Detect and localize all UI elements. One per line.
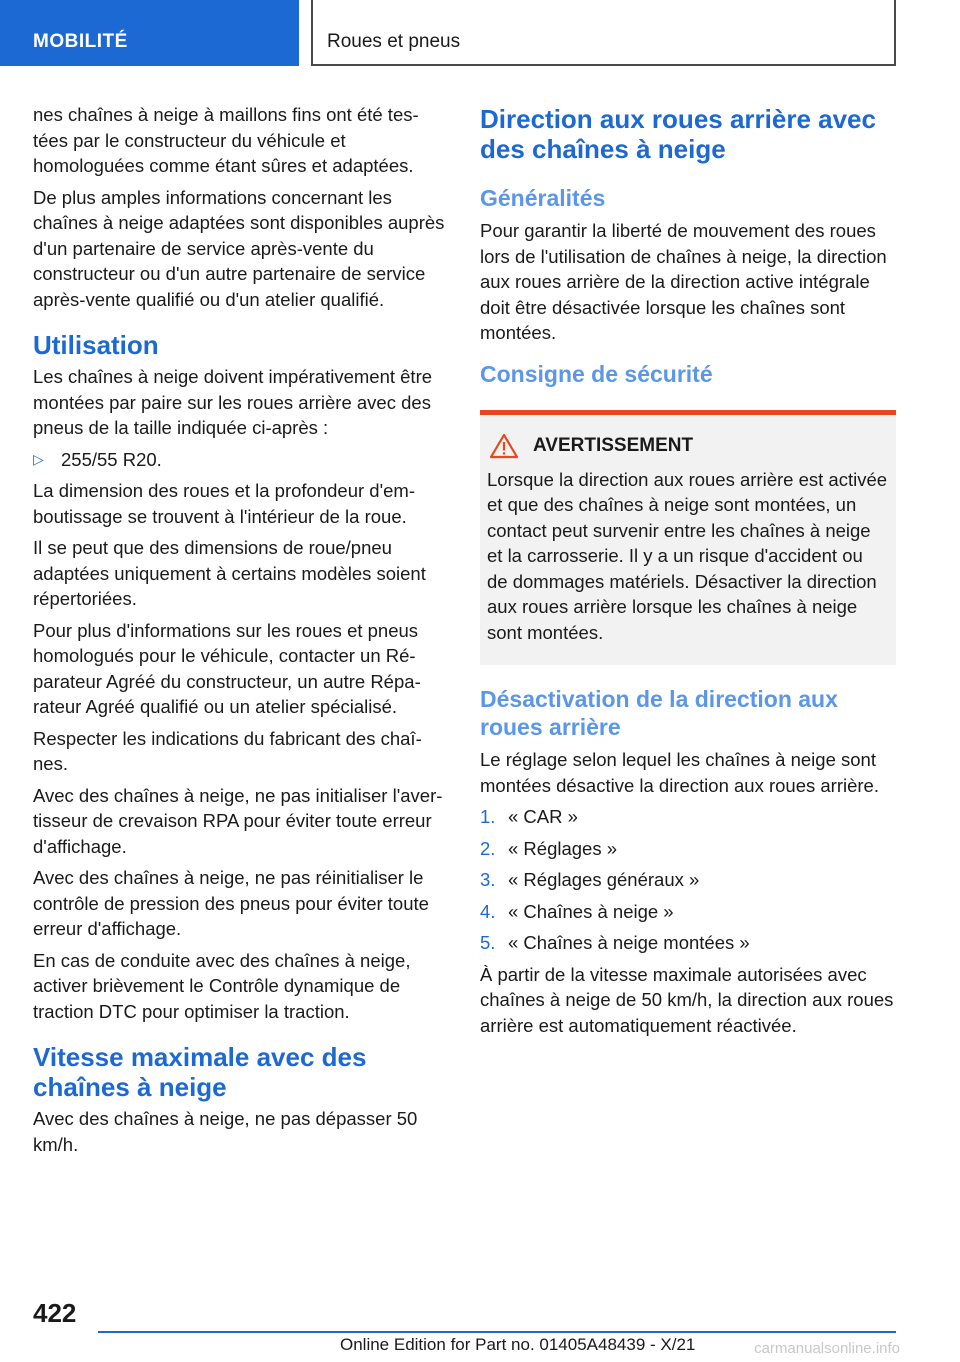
paragraph: Les chaînes à neige doivent impérativement être montées par paire sur les roues arrière avec des pneus de la taille indiquée ci-après :	[33, 366, 433, 438]
step-number: 4.	[480, 900, 496, 922]
paragraph: Pour plus d'informations sur les roues et pneus homologués pour le véhicule, contacter un Réparateur Agréé du constructeur, un autre Réparateur Agréé qualifié ou un atelier spécialisé.	[33, 619, 421, 717]
list-item	[480, 804, 896, 830]
step-text: « Chaînes à neige montées »	[508, 932, 750, 953]
heading-direction-roues-arriere: Direction aux roues arrière avec des chaînes à neige	[480, 104, 876, 164]
heading-vitesse-maximale: Vitesse maximale avec des chaînes à neige	[33, 1042, 367, 1102]
paragraph: nes chaînes à neige à maillons fins ont été testées par le constructeur du véhicule et homologuées comme étant sûres et adaptées.	[33, 104, 419, 176]
paragraph: Avec des chaînes à neige, ne pas initialiser l'avertisseur de crevaison RPA pour éviter toute erreur d'affichage.	[33, 784, 443, 857]
list-item	[33, 447, 447, 473]
chapter-tab: Roues et pneus	[311, 0, 896, 66]
subheading-consigne-securite: Consigne de sécurité	[480, 360, 713, 387]
warning-header	[487, 433, 888, 459]
step-number: 3.	[480, 869, 496, 890]
paragraph: Avec des chaînes à neige, ne pas dépasser 50 km/h.	[33, 1108, 418, 1155]
section-tab: MOBILITÉ	[0, 0, 299, 66]
paragraph: À partir de la vitesse maximale autorisées avec chaînes à neige de 50 km/h, la direction aux roues arrière est automatiquement réactivée.	[480, 963, 894, 1036]
footer-divider	[98, 1331, 896, 1333]
subheading-desactivation: Désactivation de la direction aux roues arrière	[480, 686, 838, 740]
right-column	[480, 102, 896, 1044]
footer-edition: Online Edition for Part no. 01405A48439 - X/21	[340, 1335, 696, 1354]
footer-watermark: carmanualsonline.info	[754, 1340, 900, 1357]
paragraph: De plus amples informations concernant les chaînes à neige adaptées sont disponibles auprès d'un partenaire de service après-vente du constructeur ou d'un autre partenaire de service après-vente qualifié ou d'un atelier qualifié.	[33, 186, 445, 310]
triangle-bullet-icon: ▷	[33, 450, 44, 467]
warning-title: AVERTISSEMENT	[533, 434, 694, 456]
paragraph: Le réglage selon lequel les chaînes à neige sont montées désactive la direction aux roues arrière.	[480, 749, 879, 796]
paragraph: Avec des chaînes à neige, ne pas réinitialiser le contrôle de pression des pneus pour éviter toute erreur d'affichage.	[33, 867, 429, 939]
step-number: 5.	[480, 932, 496, 953]
step-text: « Chaînes à neige »	[508, 900, 674, 922]
list-item	[480, 836, 896, 862]
list-item-text: 255/55 R20.	[61, 448, 162, 470]
step-number: 1.	[480, 806, 496, 827]
left-column	[33, 102, 447, 1163]
paragraph: La dimension des roues et la profondeur d'emboutissage se trouvent à l'intérieur de la roue.	[33, 480, 415, 527]
warning-text: Lorsque la direction aux roues arrière est activée et que des chaînes à neige sont montées, un contact peut survenir entre les chaînes à neige et la carrosserie. Il y a un risque d'accident ou de dommages matériels. Désactiver la direction aux roues arrière lorsque les chaînes à neige sont montées.	[487, 468, 888, 643]
step-text: « Réglages généraux »	[508, 869, 700, 890]
list-item	[480, 899, 896, 925]
page-number: 422	[33, 1298, 77, 1328]
list-item	[480, 867, 896, 893]
page-header	[0, 0, 960, 66]
paragraph: En cas de conduite avec des chaînes à neige, activer brièvement le Contrôle dynamique de traction DTC pour optimiser la traction.	[33, 949, 411, 1022]
step-text: « Réglages »	[508, 837, 618, 859]
paragraph: Il se peut que des dimensions de roue/pneu adaptées uniquement à certains modèles soient répertoriées.	[33, 537, 426, 609]
paragraph: Respecter les indications du fabricant des chaînes.	[33, 727, 422, 774]
step-text: « CAR »	[508, 806, 578, 827]
warning-box	[480, 410, 896, 666]
list-item	[480, 930, 896, 956]
heading-utilisation: Utilisation	[33, 330, 159, 360]
step-number: 2.	[480, 837, 496, 859]
steps-list	[480, 804, 896, 956]
warning-triangle-icon	[489, 433, 519, 459]
subheading-generalites: Généralités	[480, 185, 606, 211]
paragraph: Pour garantir la liberté de mouvement des roues lors de l'utilisation de chaînes à neige, la direction aux roues arrière de la direction active intégrale doit être désactivée lorsque les chaînes sont montées.	[480, 220, 887, 343]
